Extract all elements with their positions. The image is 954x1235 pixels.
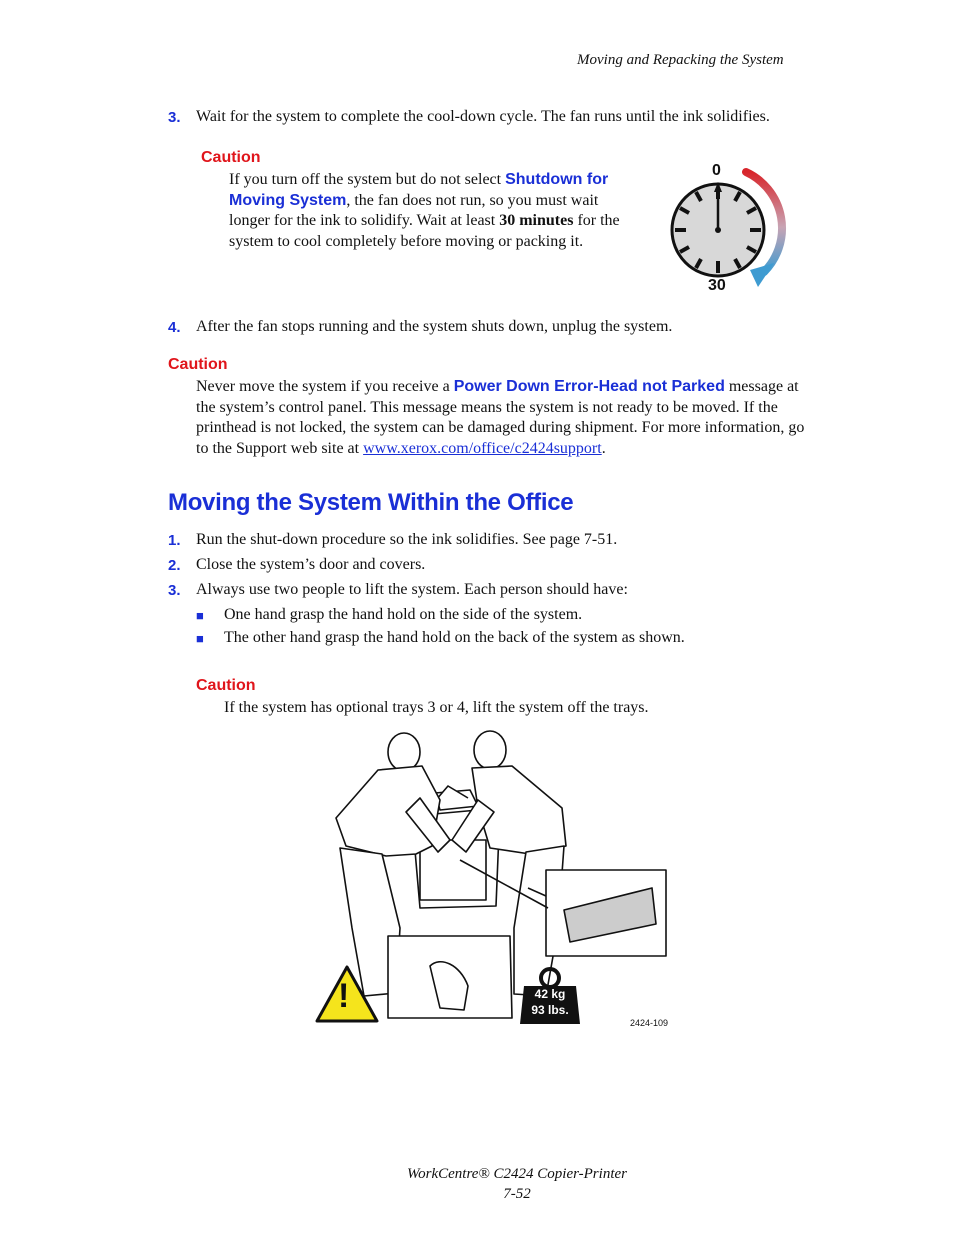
- caution-text: [229, 170, 641, 252]
- caution-text: [196, 377, 808, 459]
- step-text: Wait for the system to complete the cool-down cycle. The fan runs until the ink solidifies.: [196, 108, 770, 125]
- ui-term-error-message: Power Down Error-Head not Parked: [453, 378, 725, 395]
- figure-id: 2424-109: [630, 1018, 669, 1028]
- caution-label: Caution: [196, 677, 256, 694]
- page-number: 7-52: [503, 1186, 531, 1202]
- weight-lbs: 93 lbs.: [531, 1003, 569, 1017]
- page-footer: [340, 1164, 694, 1204]
- step-text: Close the system’s door and covers.: [196, 556, 426, 573]
- bullet-text: The other hand grasp the hand hold on the back of the system as shown.: [224, 629, 685, 646]
- bullet-icon: ■: [196, 631, 204, 646]
- bullet-icon: ■: [196, 608, 204, 623]
- clock-label-bottom: 30: [708, 277, 726, 294]
- cooldown-clock-icon: [662, 160, 797, 298]
- step-number: 1.: [168, 532, 181, 549]
- ui-term-shutdown: Shutdown for Moving System: [229, 171, 609, 209]
- caution-label: Caution: [201, 149, 261, 166]
- step-text: After the fan stops running and the system shuts down, unplug the system.: [196, 318, 673, 335]
- step-number: 2.: [168, 557, 181, 574]
- caution-text-part: Never move the system if you receive a: [196, 378, 454, 395]
- caution-text-part: If you turn off the system but do not select: [229, 171, 506, 188]
- caution-text: If the system has optional trays 3 or 4, lift the system off the trays.: [224, 699, 649, 716]
- running-head: Moving and Repacking the System: [577, 52, 784, 68]
- footer-product: WorkCentre® C2424 Copier-Printer: [407, 1166, 627, 1182]
- caution-text-part: .: [601, 439, 606, 457]
- clock-label-top: 0: [712, 162, 721, 179]
- step-text: Run the shut-down procedure so the ink solidifies. See page 7-51.: [196, 531, 618, 548]
- weight-label: [522, 986, 578, 1018]
- caution-text-part: , the fan does not run, so you must wait longer for the ink to solidify. Wait at least: [229, 191, 599, 229]
- caution-label: Caution: [168, 356, 228, 373]
- step-text: Always use two people to lift the system. Each person should have:: [196, 581, 628, 598]
- step-number: 4.: [168, 319, 181, 336]
- emphasis-duration: 30 minutes: [499, 212, 574, 229]
- step-number: 3.: [168, 109, 181, 126]
- warning-glyph: !: [338, 977, 350, 1015]
- caution-text-part: for the system to cool completely before moving or packing it.: [229, 212, 620, 250]
- bullet-text: One hand grasp the hand hold on the side of the system.: [224, 606, 583, 623]
- weight-kg: 42 kg: [534, 987, 566, 1001]
- support-link[interactable]: www.xerox.com/office/c2424support: [363, 439, 602, 457]
- step-number: 3.: [168, 582, 181, 599]
- caution-text-part: message at the system’s control panel. This message means the system is not ready to be moved. If the printhead is not locked, the system can be damaged during shipment. For more information, go to the Support web site at: [196, 378, 805, 457]
- section-heading: Moving the System Within the Office: [168, 489, 574, 516]
